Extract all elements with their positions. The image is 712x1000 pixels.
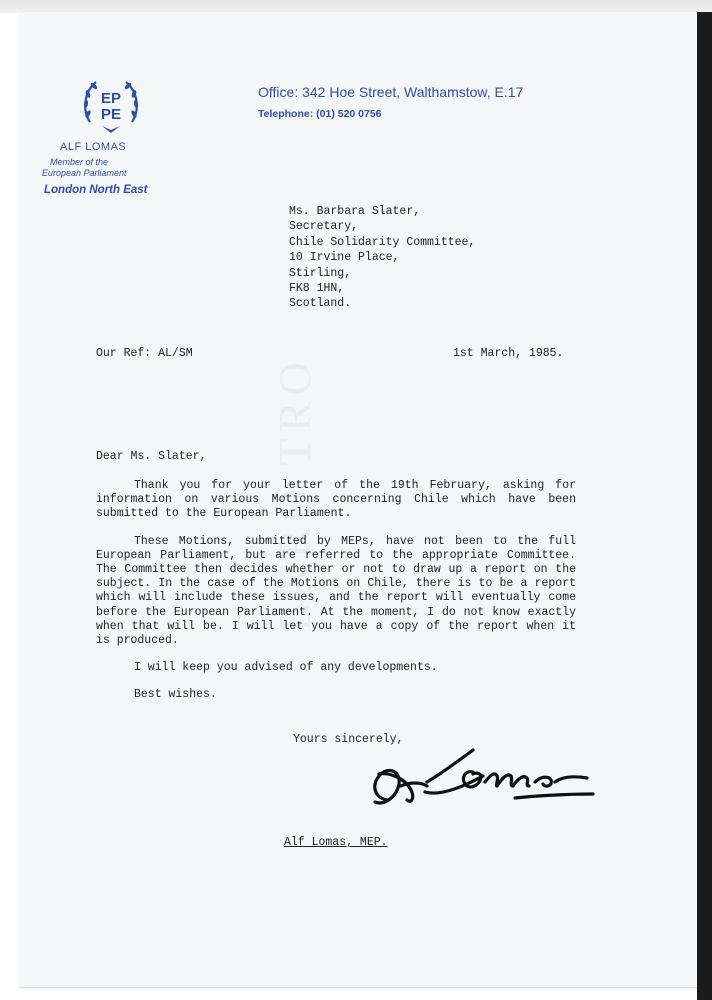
- logo-letters-top: EP: [100, 90, 122, 107]
- our-reference: Our Ref: AL/SM: [96, 347, 193, 360]
- address-line: 10 Irvine Place,: [289, 251, 400, 265]
- office-telephone: Telephone: (01) 520 0756: [258, 108, 382, 120]
- body-paragraph: Best wishes.: [134, 688, 217, 702]
- body-paragraph: I will keep you advised of any developments.: [134, 661, 438, 675]
- closing: Yours sincerely,: [293, 733, 404, 746]
- recipient-address: [289, 204, 475, 312]
- constituency: London North East: [44, 184, 148, 196]
- address-line: Chile Solidarity Committee,: [289, 235, 476, 249]
- handwritten-signature: [365, 742, 600, 817]
- letter-body: [96, 479, 576, 716]
- address-line: Secretary,: [289, 220, 359, 234]
- signatory-name: Alf Lomas, MEP.: [284, 836, 388, 849]
- logo-letters-bottom: PE: [100, 106, 122, 123]
- office-address: Office: 342 Hoe Street, Walthamstow, E.17: [258, 84, 524, 100]
- address-line: Scotland.: [289, 297, 352, 311]
- mep-role-line-1: Member of the: [50, 157, 109, 167]
- mep-role-line-2: European Parliament: [42, 168, 127, 178]
- paper-watermark: ENRO TRO: [269, 356, 320, 632]
- address-line: Ms. Barbara Slater,: [289, 205, 421, 218]
- scan-dark-edge: [697, 12, 712, 1000]
- salutation: Dear Ms. Slater,: [96, 450, 207, 463]
- address-line: FK8 1HN,: [289, 282, 345, 296]
- european-parliament-logo: [80, 74, 142, 136]
- address-line: Stirling,: [289, 266, 352, 280]
- body-paragraph: These Motions, submitted by MEPs, have not been to the full European Parliament, but are referred to the appropriate Committee. The Committee then decides whether or not to draw up a report on the subject. In the case of the Motions on Chile, there is to be a report which will include these issues, and the report will eventually come before the European Parliament. At the moment, I do not know exactly when that will be. I will let you have a copy of the report when it is produced.: [96, 534, 576, 648]
- body-paragraph: Thank you for your letter of the 19th February, asking for information on various Motions concerning Chile which have been submitted to the European Parliament.: [96, 479, 576, 521]
- mep-name: ALF LOMAS: [60, 141, 127, 153]
- letter-date: 1st March, 1985.: [453, 347, 564, 360]
